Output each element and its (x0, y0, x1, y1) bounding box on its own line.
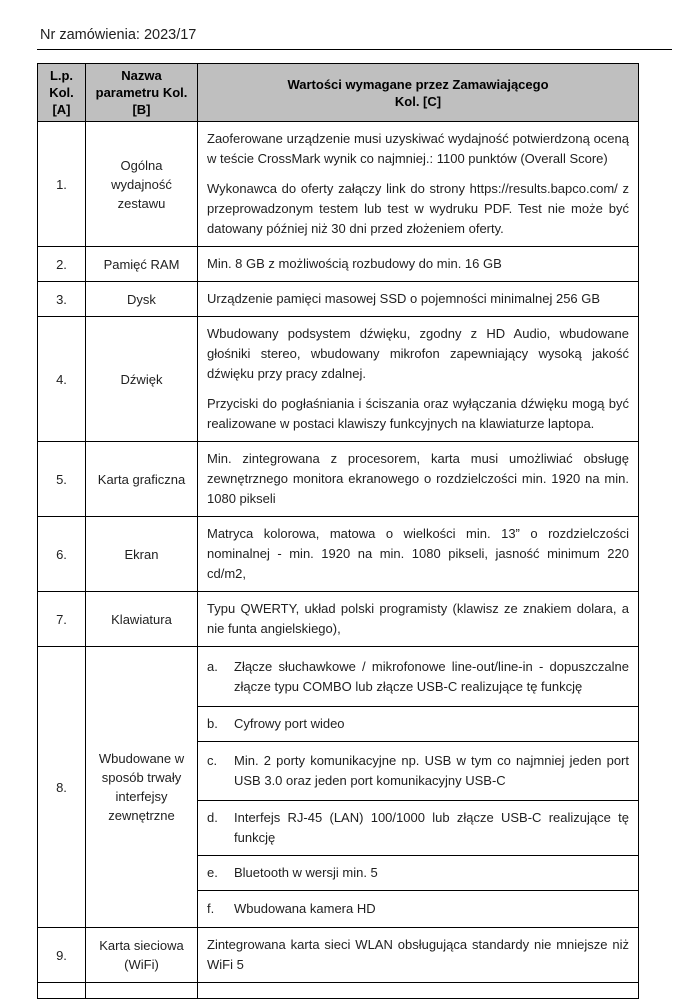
row-number: 1. (38, 122, 86, 247)
header-divider (37, 49, 672, 50)
row-number: 2. (38, 247, 86, 282)
requirement-cell (198, 247, 639, 282)
param-name: Karta sieciowa (WiFi) (86, 928, 198, 983)
row-number: 5. (38, 442, 86, 517)
table-header-col-c-line1: Wartości wymagane przez Zamawiającego (287, 76, 549, 92)
interface-item-cell (198, 891, 639, 928)
item-text: Min. 2 porty komunikacyjne np. USB w tym co najmniej jeden port USB 3.0 oraz jeden port komunikacyjny USB-C (234, 753, 629, 788)
item-marker: d. (207, 810, 218, 825)
table-row (38, 442, 639, 517)
requirement-text: Min. zintegrowana z procesorem, karta musi umożliwiać obsługę zewnętrznego monitora ekranowego o rozdzielczości min. 1920 na min. 1080 pikseli (207, 451, 629, 506)
param-name: Klawiatura (86, 592, 198, 647)
interface-item-cell (198, 801, 639, 856)
requirement-text: Zintegrowana karta sieci WLAN obsługująca standardy nie mniejsze niż WiFi 5 (207, 937, 629, 972)
item-text: Cyfrowy port wideo (234, 716, 345, 731)
requirement-text: Typu QWERTY, układ polski programisty (klawisz ze znakiem dolara, a nie funta angielskiego), (207, 601, 629, 636)
interface-item-cell (198, 647, 639, 707)
requirement-text: Wykonawca do oferty załączy link do strony https://results.bapco.com/ z przeprowadzonym testem lub test w wydruku PDF. Test nie może być datowany później niż 30 dni przed złożeniem oferty. (207, 181, 629, 236)
interface-item-cell (198, 707, 639, 742)
row-number: 6. (38, 517, 86, 592)
interface-item (207, 863, 629, 883)
row-number: 9. (38, 928, 86, 983)
row-number: 7. (38, 592, 86, 647)
table-row (38, 247, 639, 282)
requirement-cell (198, 928, 639, 983)
interface-item (207, 714, 629, 734)
table-header-col-c-line2: Kol. [C] (394, 93, 442, 109)
item-text: Wbudowana kamera HD (234, 901, 376, 916)
spec-table (37, 63, 639, 999)
order-number: Nr zamówienia: 2023/17 (40, 27, 197, 43)
interface-item (207, 751, 629, 791)
item-marker: b. (207, 716, 218, 731)
requirement-cell (198, 442, 639, 517)
item-text: Bluetooth w wersji min. 5 (234, 865, 378, 880)
param-name: Ekran (86, 517, 198, 592)
interface-item (207, 808, 629, 848)
requirement-cell (198, 282, 639, 317)
param-name: Pamięć RAM (86, 247, 198, 282)
table-header-col-a: L.p. Kol. [A] (38, 64, 86, 122)
param-name: Ogólna wydajność zestawu (86, 122, 198, 247)
table-row (38, 517, 639, 592)
row-number: 3. (38, 282, 86, 317)
requirement-text: Urządzenie pamięci masowej SSD o pojemności minimalnej 256 GB (207, 291, 601, 306)
item-marker: a. (207, 658, 218, 674)
table-header-col-b: Nazwa parametru Kol. [B] (86, 64, 198, 122)
item-marker: f. (207, 901, 215, 916)
item-text: Złącze słuchawkowe / mikrofonowe line-out/line-in - dopuszczalne złącze typu COMBO lub złącze USB-C realizujące tę funkcję (234, 658, 629, 694)
requirement-text: Matryca kolorowa, matowa o wielkości min. 13” o rozdzielczości nominalnej - min. 1920 na min. 1080 pikseli, jasność minimum 220 cd/m2, (207, 526, 629, 581)
interface-item (207, 657, 629, 697)
row-number: 8. (38, 647, 86, 928)
requirement-cell (198, 592, 639, 647)
interface-item-cell (198, 856, 639, 891)
requirement-text: Przyciski do pogłaśniania i ściszania oraz wyłączania dźwięku mogą być realizowane w postaci klawiszy funkcyjnych na klawiaturze laptopa. (207, 396, 629, 431)
param-name: Dysk (86, 282, 198, 317)
interface-item-cell (198, 742, 639, 801)
item-marker: e. (207, 865, 218, 880)
table-row (38, 317, 639, 442)
requirement-text: Min. 8 GB z możliwością rozbudowy do min. 16 GB (207, 256, 502, 271)
param-name: Wbudowane w sposób trwały interfejsy zewnętrzne (86, 647, 198, 928)
table-row (38, 592, 639, 647)
table-row-cutoff (38, 983, 639, 999)
param-name: Dźwięk (86, 317, 198, 442)
requirement-text: Wbudowany podsystem dźwięku, zgodny z HD Audio, wbudowane głośniki stereo, wbudowany mikrofon zapewniający wysoką jakość dźwięku przy pracy zdalnej. (207, 326, 629, 381)
requirement-cell (198, 122, 639, 247)
requirement-text: Zaoferowane urządzenie musi uzyskiwać wydajność potwierdzoną oceną w teście CrossMark wynik co najmniej.: 1100 punktów (Overall Score) (207, 131, 629, 166)
table-row (38, 928, 639, 983)
table-row (38, 647, 639, 707)
table-row (38, 282, 639, 317)
requirement-cell (198, 517, 639, 592)
requirement-cell (198, 317, 639, 442)
interface-item (207, 899, 629, 919)
item-text: Interfejs RJ-45 (LAN) 100/1000 lub złącze USB-C realizujące tę funkcję (234, 810, 629, 845)
table-header-col-c (198, 64, 639, 122)
param-name: Karta graficzna (86, 442, 198, 517)
row-number: 4. (38, 317, 86, 442)
table-row (38, 122, 639, 247)
table-header-row (38, 64, 639, 122)
item-marker: c. (207, 753, 218, 768)
